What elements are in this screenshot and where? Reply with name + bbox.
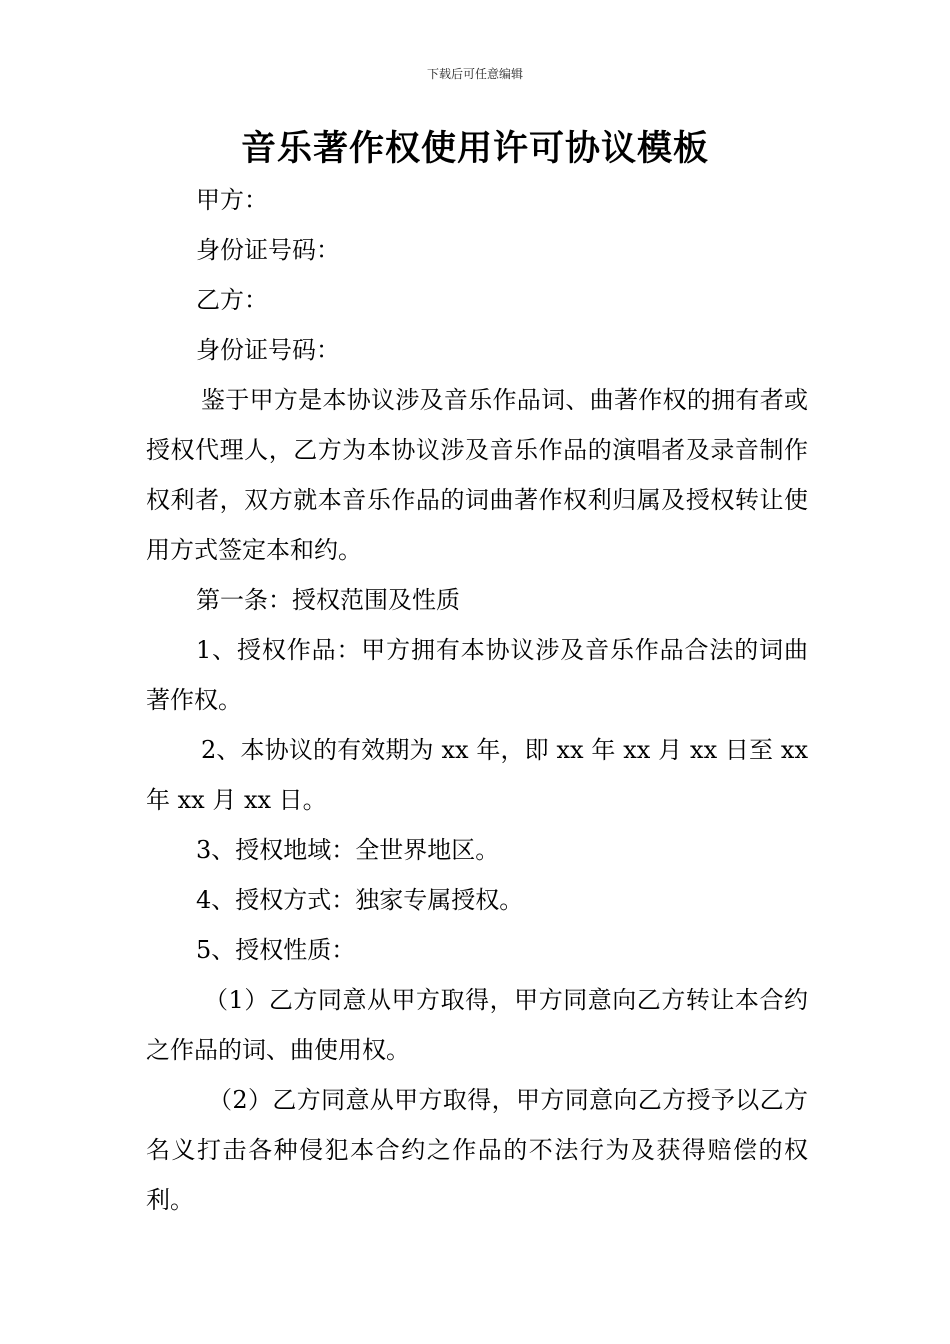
clause-5-item-2: （2）乙方同意从甲方取得，甲方同意向乙方授予以乙方名义打击各种侵犯本合约之作品的不法行为及获得赔偿的权利。 <box>146 1086 808 1214</box>
preamble-paragraph: 鉴于甲方是本协议涉及音乐作品词、曲著作权的拥有者或授权代理人，乙方为本协议涉及音乐作品的演唱者及录音制作权利者，双方就本音乐作品的词曲著作权利归属及授权转让使用方式签定本和约。 <box>146 386 808 564</box>
header-note: 下载后可任意编辑 <box>426 67 523 81</box>
party-b-line: 乙方： <box>196 286 268 314</box>
article-one-heading: 第一条：授权范围及性质 <box>196 586 460 614</box>
clause-4: 4、授权方式：独家专属授权。 <box>196 886 524 914</box>
party-a-line: 甲方： <box>196 186 268 214</box>
clause-2: 2、本协议的有效期为 xx 年，即 xx 年 xx 月 xx 日至 xx 年 xx 月 xx 日。 <box>146 736 808 814</box>
clause-5: 5、授权性质： <box>196 936 356 964</box>
clause-5-item-1: （1）乙方同意从甲方取得，甲方同意向乙方转让本合约之作品的词、曲使用权。 <box>146 986 808 1064</box>
clause-3: 3、授权地域：全世界地区。 <box>196 836 500 864</box>
party-b-id-line: 身份证号码： <box>196 336 340 364</box>
clause-1: 1、授权作品：甲方拥有本协议涉及音乐作品合法的词曲著作权。 <box>146 636 808 714</box>
document-body <box>146 175 808 1225</box>
document-title: 音乐著作权使用许可协议模板 <box>240 129 709 169</box>
party-a-id-line: 身份证号码： <box>196 236 340 264</box>
